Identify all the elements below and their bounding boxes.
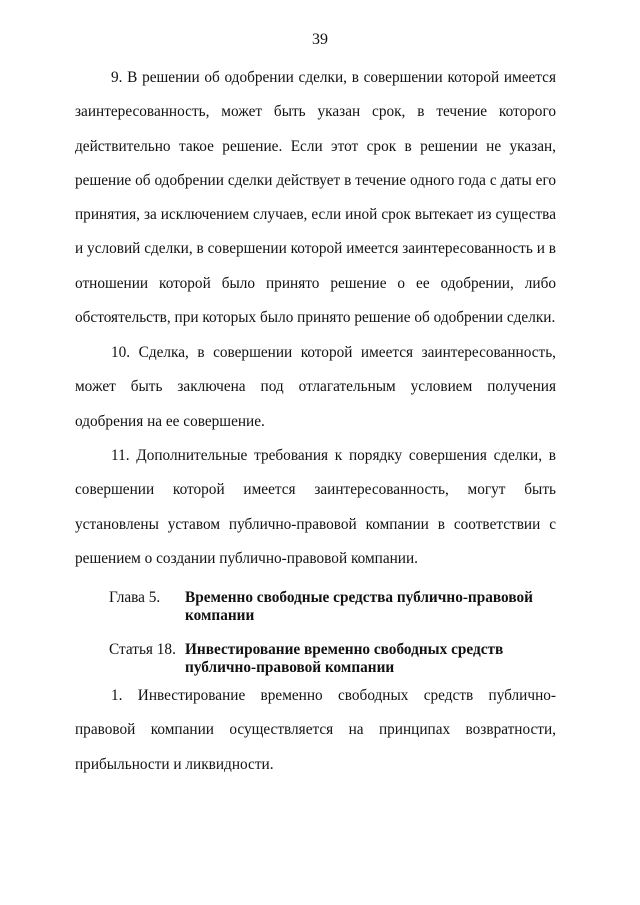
article-title: Инвестирование временно свободных средств публично-правовой компании <box>185 641 504 676</box>
paragraph-11: 11. Дополнительные требования к порядку совершения сделки, в совершении которой имеется заинтересованность, могут быть установлены уставом публично-правовой компании в соответствии с решением о создании публично-правовой компании. <box>75 447 556 567</box>
page-number: 39 <box>312 31 328 48</box>
article-heading <box>109 641 559 677</box>
article-label: Статья 18. <box>109 641 176 658</box>
paragraph-10: 10. Сделка, в совершении которой имеется заинтересованность, может быть заключена под отлагательным условием получения одобрения на ее совершение. <box>75 344 556 430</box>
chapter-title: Временно свободные средства публично-правовой компании <box>185 589 533 624</box>
chapter-heading <box>109 589 559 625</box>
paragraph-9: 9. В решении об одобрении сделки, в совершении которой имеется заинтересованность, может быть указан срок, в течение которого действительно такое решение. Если этот срок в решении не указан, решение об одобрении сделки действует в течение одного года с даты его принятия, за исключением случаев, если иной срок вытекает из существа и условий сделки, в совершении которой имеется заинтересованность и в отношении которой было принято решение о ее одобрении, либо обстоятельств, при которых было принято решение об одобрении сделки. <box>75 69 556 327</box>
paragraph-1: 1. Инвестирование временно свободных средств публично-правовой компании осуществляется на принципах возвратности, прибыльности и ликвидности. <box>75 687 556 773</box>
chapter-label: Глава 5. <box>109 589 161 606</box>
